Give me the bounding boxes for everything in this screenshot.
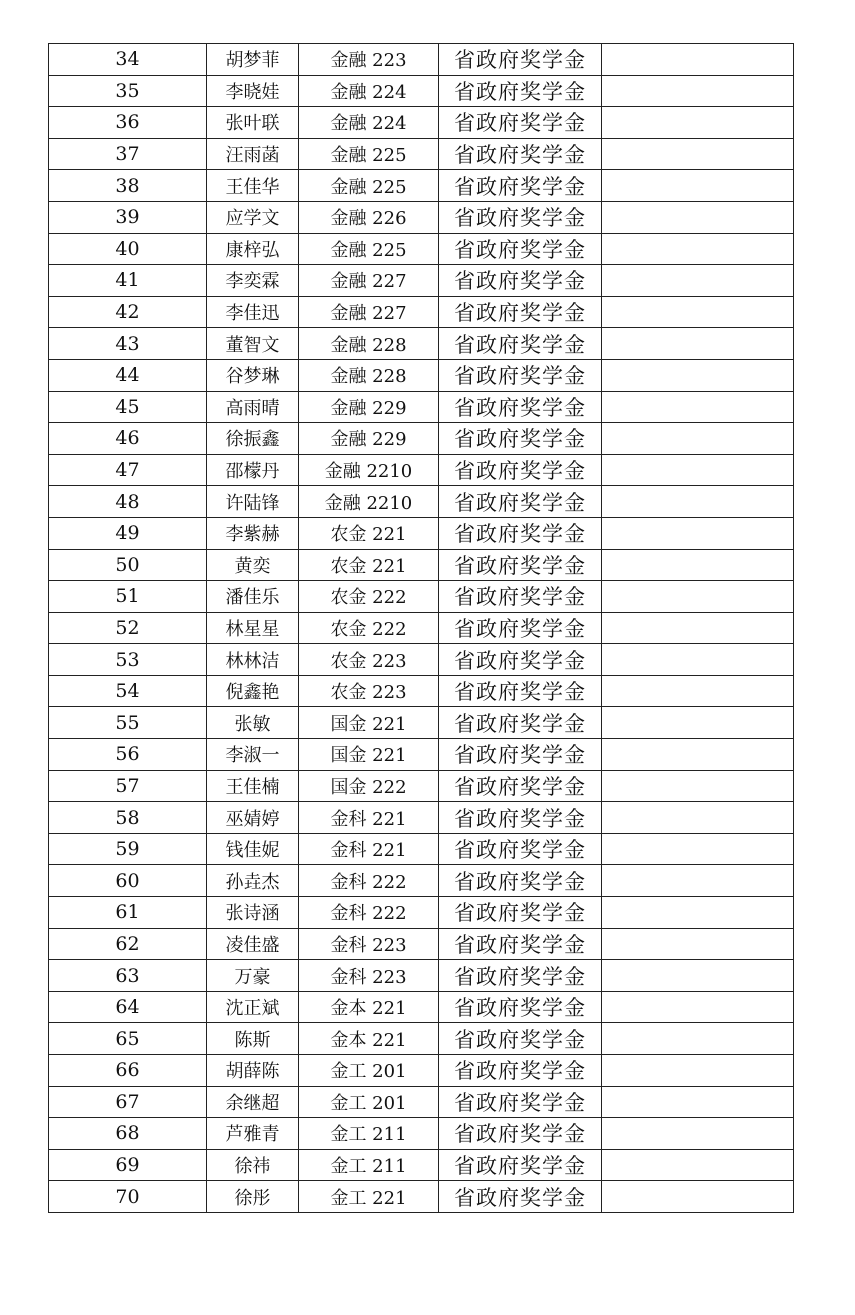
award-cell: 省政府奖学金: [439, 328, 602, 360]
note-cell: [602, 265, 794, 297]
award-cell: 省政府奖学金: [439, 75, 602, 107]
award-cell: 省政府奖学金: [439, 707, 602, 739]
award-cell: 省政府奖学金: [439, 201, 602, 233]
row-number-cell: 61: [49, 897, 207, 929]
note-cell: [602, 107, 794, 139]
note-cell: [602, 897, 794, 929]
award-cell: 省政府奖学金: [439, 265, 602, 297]
award-cell: 省政府奖学金: [439, 928, 602, 960]
note-cell: [602, 960, 794, 992]
student-name-cell: 张诗涵: [207, 897, 299, 929]
row-number-cell: 38: [49, 170, 207, 202]
table-row: [49, 391, 794, 423]
row-number-cell: 53: [49, 644, 207, 676]
row-number-cell: 70: [49, 1181, 207, 1213]
row-number-cell: 34: [49, 44, 207, 76]
award-cell: 省政府奖学金: [439, 107, 602, 139]
student-name-cell: 徐振鑫: [207, 423, 299, 455]
class-cell: 金融 228: [299, 328, 439, 360]
table-row: [49, 1086, 794, 1118]
class-cell: 农金 222: [299, 612, 439, 644]
award-cell: 省政府奖学金: [439, 549, 602, 581]
class-cell: 金融 224: [299, 75, 439, 107]
scholarship-roster: [48, 43, 793, 1213]
award-cell: 省政府奖学金: [439, 1055, 602, 1087]
student-name-cell: 王佳华: [207, 170, 299, 202]
table-row: [49, 1149, 794, 1181]
table-row: [49, 1118, 794, 1150]
class-cell: 农金 223: [299, 675, 439, 707]
class-cell: 金融 223: [299, 44, 439, 76]
row-number-cell: 55: [49, 707, 207, 739]
note-cell: [602, 44, 794, 76]
table-row: [49, 770, 794, 802]
class-cell: 金工 211: [299, 1149, 439, 1181]
award-cell: 省政府奖学金: [439, 233, 602, 265]
class-cell: 国金 221: [299, 707, 439, 739]
note-cell: [602, 739, 794, 771]
table-row: [49, 739, 794, 771]
award-cell: 省政府奖学金: [439, 770, 602, 802]
class-cell: 金科 223: [299, 960, 439, 992]
note-cell: [602, 423, 794, 455]
class-cell: 金融 228: [299, 359, 439, 391]
award-cell: 省政府奖学金: [439, 960, 602, 992]
award-cell: 省政府奖学金: [439, 991, 602, 1023]
row-number-cell: 67: [49, 1086, 207, 1118]
class-cell: 金工 221: [299, 1181, 439, 1213]
class-cell: 金工 201: [299, 1055, 439, 1087]
class-cell: 金本 221: [299, 991, 439, 1023]
student-name-cell: 徐祎: [207, 1149, 299, 1181]
note-cell: [602, 770, 794, 802]
award-cell: 省政府奖学金: [439, 739, 602, 771]
class-cell: 金工 201: [299, 1086, 439, 1118]
table-row: [49, 991, 794, 1023]
student-name-cell: 巫婧婷: [207, 802, 299, 834]
note-cell: [602, 549, 794, 581]
class-cell: 金融 226: [299, 201, 439, 233]
award-cell: 省政府奖学金: [439, 1023, 602, 1055]
row-number-cell: 49: [49, 517, 207, 549]
class-cell: 金融 225: [299, 170, 439, 202]
student-name-cell: 邵檬丹: [207, 454, 299, 486]
student-name-cell: 万豪: [207, 960, 299, 992]
table-row: [49, 107, 794, 139]
row-number-cell: 37: [49, 138, 207, 170]
row-number-cell: 52: [49, 612, 207, 644]
student-name-cell: 凌佳盛: [207, 928, 299, 960]
row-number-cell: 69: [49, 1149, 207, 1181]
class-cell: 金科 221: [299, 833, 439, 865]
award-cell: 省政府奖学金: [439, 170, 602, 202]
award-cell: 省政府奖学金: [439, 1118, 602, 1150]
student-name-cell: 李佳迅: [207, 296, 299, 328]
student-name-cell: 潘佳乐: [207, 581, 299, 613]
award-cell: 省政府奖学金: [439, 675, 602, 707]
table-row: [49, 454, 794, 486]
table-row: [49, 75, 794, 107]
student-name-cell: 胡梦菲: [207, 44, 299, 76]
student-name-cell: 钱佳妮: [207, 833, 299, 865]
class-cell: 金融 2210: [299, 454, 439, 486]
class-cell: 金工 211: [299, 1118, 439, 1150]
table-row: [49, 865, 794, 897]
note-cell: [602, 1086, 794, 1118]
class-cell: 金融 227: [299, 265, 439, 297]
table-row: [49, 612, 794, 644]
student-name-cell: 徐彤: [207, 1181, 299, 1213]
table-row: [49, 44, 794, 76]
row-number-cell: 39: [49, 201, 207, 233]
row-number-cell: 35: [49, 75, 207, 107]
award-cell: 省政府奖学金: [439, 391, 602, 423]
class-cell: 农金 221: [299, 517, 439, 549]
table-row: [49, 170, 794, 202]
table-row: [49, 1023, 794, 1055]
table-row: [49, 833, 794, 865]
award-cell: 省政府奖学金: [439, 581, 602, 613]
row-number-cell: 36: [49, 107, 207, 139]
table-row: [49, 296, 794, 328]
table-row: [49, 707, 794, 739]
row-number-cell: 46: [49, 423, 207, 455]
roster-body: [49, 44, 794, 1213]
class-cell: 金科 221: [299, 802, 439, 834]
table-row: [49, 201, 794, 233]
row-number-cell: 58: [49, 802, 207, 834]
student-name-cell: 李紫赫: [207, 517, 299, 549]
award-cell: 省政府奖学金: [439, 1149, 602, 1181]
class-cell: 国金 221: [299, 739, 439, 771]
row-number-cell: 50: [49, 549, 207, 581]
row-number-cell: 40: [49, 233, 207, 265]
class-cell: 金融 224: [299, 107, 439, 139]
student-name-cell: 林星星: [207, 612, 299, 644]
row-number-cell: 43: [49, 328, 207, 360]
note-cell: [602, 233, 794, 265]
table-row: [49, 517, 794, 549]
class-cell: 金融 2210: [299, 486, 439, 518]
row-number-cell: 63: [49, 960, 207, 992]
note-cell: [602, 1181, 794, 1213]
note-cell: [602, 359, 794, 391]
student-name-cell: 王佳楠: [207, 770, 299, 802]
table-row: [49, 359, 794, 391]
table-row: [49, 138, 794, 170]
class-cell: 金融 225: [299, 233, 439, 265]
award-cell: 省政府奖学金: [439, 359, 602, 391]
note-cell: [602, 1055, 794, 1087]
class-cell: 金融 227: [299, 296, 439, 328]
student-name-cell: 张叶联: [207, 107, 299, 139]
class-cell: 金融 229: [299, 423, 439, 455]
award-cell: 省政府奖学金: [439, 486, 602, 518]
note-cell: [602, 612, 794, 644]
student-name-cell: 陈斯: [207, 1023, 299, 1055]
award-cell: 省政府奖学金: [439, 833, 602, 865]
student-name-cell: 汪雨菡: [207, 138, 299, 170]
student-name-cell: 高雨晴: [207, 391, 299, 423]
table-row: [49, 1055, 794, 1087]
row-number-cell: 48: [49, 486, 207, 518]
note-cell: [602, 707, 794, 739]
row-number-cell: 56: [49, 739, 207, 771]
note-cell: [602, 1149, 794, 1181]
student-name-cell: 董智文: [207, 328, 299, 360]
class-cell: 金本 221: [299, 1023, 439, 1055]
table-row: [49, 549, 794, 581]
note-cell: [602, 170, 794, 202]
student-name-cell: 倪鑫艳: [207, 675, 299, 707]
class-cell: 金融 229: [299, 391, 439, 423]
note-cell: [602, 201, 794, 233]
award-cell: 省政府奖学金: [439, 138, 602, 170]
table-row: [49, 675, 794, 707]
student-name-cell: 李奕霖: [207, 265, 299, 297]
note-cell: [602, 296, 794, 328]
row-number-cell: 44: [49, 359, 207, 391]
award-cell: 省政府奖学金: [439, 44, 602, 76]
class-cell: 金科 222: [299, 865, 439, 897]
note-cell: [602, 391, 794, 423]
note-cell: [602, 138, 794, 170]
class-cell: 金科 223: [299, 928, 439, 960]
table-row: [49, 233, 794, 265]
row-number-cell: 65: [49, 1023, 207, 1055]
award-cell: 省政府奖学金: [439, 296, 602, 328]
award-cell: 省政府奖学金: [439, 1086, 602, 1118]
student-name-cell: 谷梦琳: [207, 359, 299, 391]
note-cell: [602, 865, 794, 897]
table-row: [49, 486, 794, 518]
table-row: [49, 897, 794, 929]
student-name-cell: 林林洁: [207, 644, 299, 676]
row-number-cell: 42: [49, 296, 207, 328]
note-cell: [602, 928, 794, 960]
student-name-cell: 许陆锋: [207, 486, 299, 518]
row-number-cell: 41: [49, 265, 207, 297]
note-cell: [602, 1118, 794, 1150]
note-cell: [602, 833, 794, 865]
table-row: [49, 644, 794, 676]
student-name-cell: 胡薛陈: [207, 1055, 299, 1087]
note-cell: [602, 644, 794, 676]
row-number-cell: 51: [49, 581, 207, 613]
award-cell: 省政府奖学金: [439, 612, 602, 644]
class-cell: 国金 222: [299, 770, 439, 802]
class-cell: 农金 223: [299, 644, 439, 676]
table-row: [49, 265, 794, 297]
note-cell: [602, 517, 794, 549]
row-number-cell: 66: [49, 1055, 207, 1087]
roster-table: [48, 43, 794, 1213]
student-name-cell: 芦雅青: [207, 1118, 299, 1150]
student-name-cell: 黄奕: [207, 549, 299, 581]
note-cell: [602, 991, 794, 1023]
award-cell: 省政府奖学金: [439, 644, 602, 676]
class-cell: 农金 221: [299, 549, 439, 581]
table-row: [49, 802, 794, 834]
award-cell: 省政府奖学金: [439, 423, 602, 455]
row-number-cell: 60: [49, 865, 207, 897]
note-cell: [602, 581, 794, 613]
student-name-cell: 张敏: [207, 707, 299, 739]
row-number-cell: 68: [49, 1118, 207, 1150]
row-number-cell: 62: [49, 928, 207, 960]
row-number-cell: 59: [49, 833, 207, 865]
student-name-cell: 余继超: [207, 1086, 299, 1118]
table-row: [49, 1181, 794, 1213]
row-number-cell: 57: [49, 770, 207, 802]
award-cell: 省政府奖学金: [439, 802, 602, 834]
table-row: [49, 960, 794, 992]
award-cell: 省政府奖学金: [439, 517, 602, 549]
student-name-cell: 李淑一: [207, 739, 299, 771]
note-cell: [602, 328, 794, 360]
row-number-cell: 54: [49, 675, 207, 707]
table-row: [49, 581, 794, 613]
note-cell: [602, 675, 794, 707]
award-cell: 省政府奖学金: [439, 897, 602, 929]
student-name-cell: 孙垚杰: [207, 865, 299, 897]
student-name-cell: 沈正斌: [207, 991, 299, 1023]
class-cell: 农金 222: [299, 581, 439, 613]
table-row: [49, 328, 794, 360]
table-row: [49, 423, 794, 455]
row-number-cell: 47: [49, 454, 207, 486]
award-cell: 省政府奖学金: [439, 454, 602, 486]
note-cell: [602, 75, 794, 107]
row-number-cell: 45: [49, 391, 207, 423]
note-cell: [602, 1023, 794, 1055]
note-cell: [602, 486, 794, 518]
note-cell: [602, 802, 794, 834]
row-number-cell: 64: [49, 991, 207, 1023]
award-cell: 省政府奖学金: [439, 1181, 602, 1213]
table-row: [49, 928, 794, 960]
class-cell: 金融 225: [299, 138, 439, 170]
note-cell: [602, 454, 794, 486]
student-name-cell: 李晓娃: [207, 75, 299, 107]
student-name-cell: 康梓弘: [207, 233, 299, 265]
student-name-cell: 应学文: [207, 201, 299, 233]
award-cell: 省政府奖学金: [439, 865, 602, 897]
class-cell: 金科 222: [299, 897, 439, 929]
